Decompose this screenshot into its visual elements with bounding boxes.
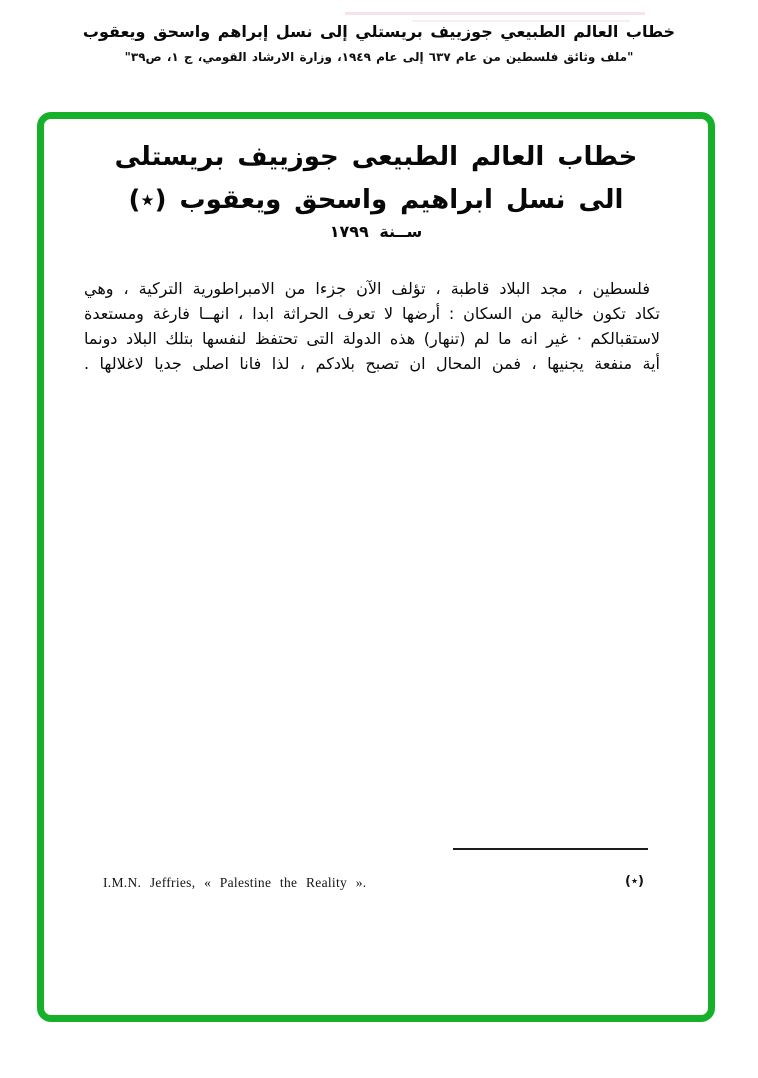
- document-title-line2: الى نسل ابراهيم واسحق ويعقوب (٭): [128, 185, 624, 215]
- body-line: تكاد تكون خالية من السكان : أرضها لا تعرف الحراثة ابدا ، انهــا فارغة ومستعدة: [84, 304, 660, 323]
- document-date: ســنة ١٧٩٩: [329, 222, 423, 241]
- document-title-block: [44, 140, 708, 241]
- document-frame: [37, 112, 715, 1022]
- document-body-paragraph: [84, 276, 660, 376]
- body-line: فلسطين ، مجد البلاد قاطبة ، تؤلف الآن جزءا من الامبراطورية التركية ، وهي: [84, 279, 650, 298]
- footnote-divider: [453, 848, 648, 850]
- body-line: لاستقبالكم · غير انه ما لم (تنهار) هذه الدولة التى تحتفظ لنفسها بتلك البلاد دونما: [84, 329, 660, 348]
- header-source-citation: "ملف وثائق فلسطين من عام ٦٣٧ إلى عام ١٩٤٩، وزارة الارشاد القومي، ج ١، ص٣٩": [124, 50, 634, 64]
- footnote-citation: I.M.N. Jeffries, « Palestine the Reality ».: [103, 875, 367, 890]
- body-line: أية منفعة يجنيها ، فمن المحال ان تصبح بلادكم ، لذا فانا اصلى جديا لاغلالها .: [84, 354, 660, 373]
- document-title-line1: خطاب العالم الطبيعى جوزييف بريستلى: [114, 142, 638, 172]
- scan-artifact: [345, 12, 645, 15]
- footnote-asterisk-marker: (٭): [625, 874, 644, 889]
- header-title: خطاب العالم الطبيعي جوزييف بريستلي إلى نسل إبراهم واسحق ويعقوب: [82, 22, 676, 41]
- page-header: [0, 22, 758, 64]
